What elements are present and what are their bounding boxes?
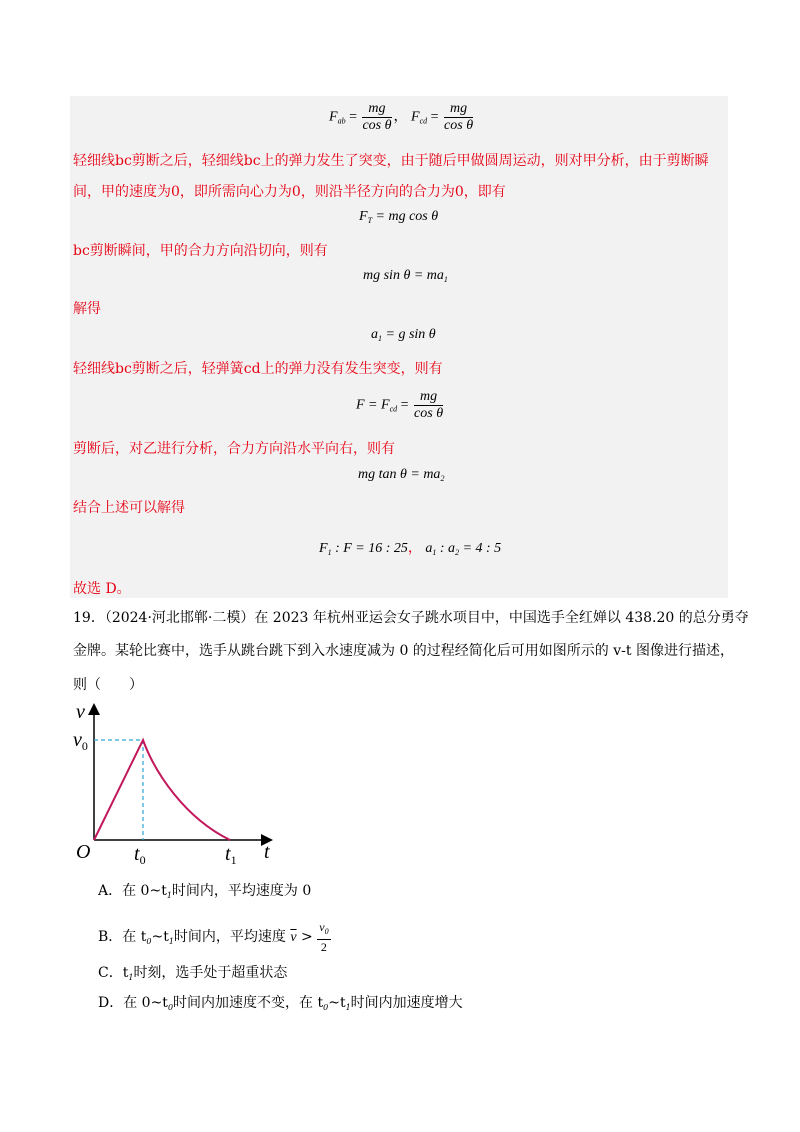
solution-line-7: 结合上述可以解得 [73, 500, 185, 516]
question-line-2: 金牌。某轮比赛中，选手从跳台跳下到入水速度减为 0 的过程经简化后可用如图所示的 v-t 图像进行描述， [73, 643, 734, 659]
solution-line-2: 间，甲的速度为0，即所需向心力为0，则沿半径方向的合力为0，即有 [73, 184, 506, 200]
equation-f-fcd: $F = F_{cd}$ = $\frac{mg}{\text{cos θ}}$ [356, 389, 444, 421]
equation-mg-sin: mg $\sin \theta = ma_1$ [363, 268, 448, 284]
solution-line-6: 剪断后，对乙进行分析，合力方向沿水平向右，则有 [73, 441, 395, 457]
equation-f-ab-f-cd: $F_{ab}$ = $\frac{mg}{\text{cos θ}}$ ， $F_{cd}$ = $\frac{mg}{\text{cos θ}}$ [329, 101, 474, 133]
solution-line-4: 解得 [73, 301, 101, 317]
question-line-1: 19．（2024·河北邯郸·二模）在 2023 年杭州亚运会女子跳水项目中，中国选手全红婵以 438.20 的总分勇夺 [73, 610, 749, 626]
solution-line-5: 轻细线bc剪断之后，轻弹簧cd上的弹力没有发生突变，则有 [73, 361, 443, 377]
origin-label: O [76, 841, 91, 863]
v0-label: $v_0$ [73, 729, 88, 753]
question-number: 19． [73, 610, 105, 626]
solution-block [70, 96, 728, 598]
question-source: （2024·河北邯郸·二模） [104, 610, 255, 626]
equation-ratios: $F_1$ : F = 16 : 25， $a_1$ : $a_2 = 4$ : 5 [319, 541, 502, 557]
option-a[interactable]: A．在 $0\sim t_1$时间内，平均速度为 0 [98, 883, 312, 900]
vt-graph [70, 698, 290, 868]
y-axis-label: v [76, 701, 85, 723]
option-c[interactable]: C．$t_1$时刻，选手处于超重状态 [98, 965, 288, 982]
option-d[interactable]: D．在 $0\sim t_0$时间内加速度不变，在 $t_0\sim t_1$时间内加速度增大 [98, 995, 463, 1012]
t1-label: $t_1$ [225, 843, 237, 867]
solution-line-3: bc剪断瞬间，甲的合力方向沿切向，则有 [73, 243, 328, 259]
vt-curve [94, 740, 230, 840]
equation-mg-tan: mg $\tan \theta = ma_2$ [358, 467, 445, 483]
x-axis-label: t [264, 841, 270, 863]
solution-line-1: 轻细线bc剪断之后，轻细线bc上的弹力发生了突变，由于随后甲做圆周运动，则对甲分析，由于剪断瞬 [73, 153, 709, 169]
solution-answer: 故选 D。 [73, 581, 131, 597]
option-b[interactable]: B．在 $t_0\sim t_1$时间内，平均速度 $\overline{v}$ > $\frac{v_0}{2}$ [98, 920, 329, 954]
equation-a1: $a_1 = g$ sin θ [371, 327, 436, 343]
t0-label: $t_0$ [134, 843, 146, 867]
question-line-3: 则（ ） [73, 677, 143, 693]
equation-ft: $F_T$ = mg cos θ [359, 209, 439, 225]
